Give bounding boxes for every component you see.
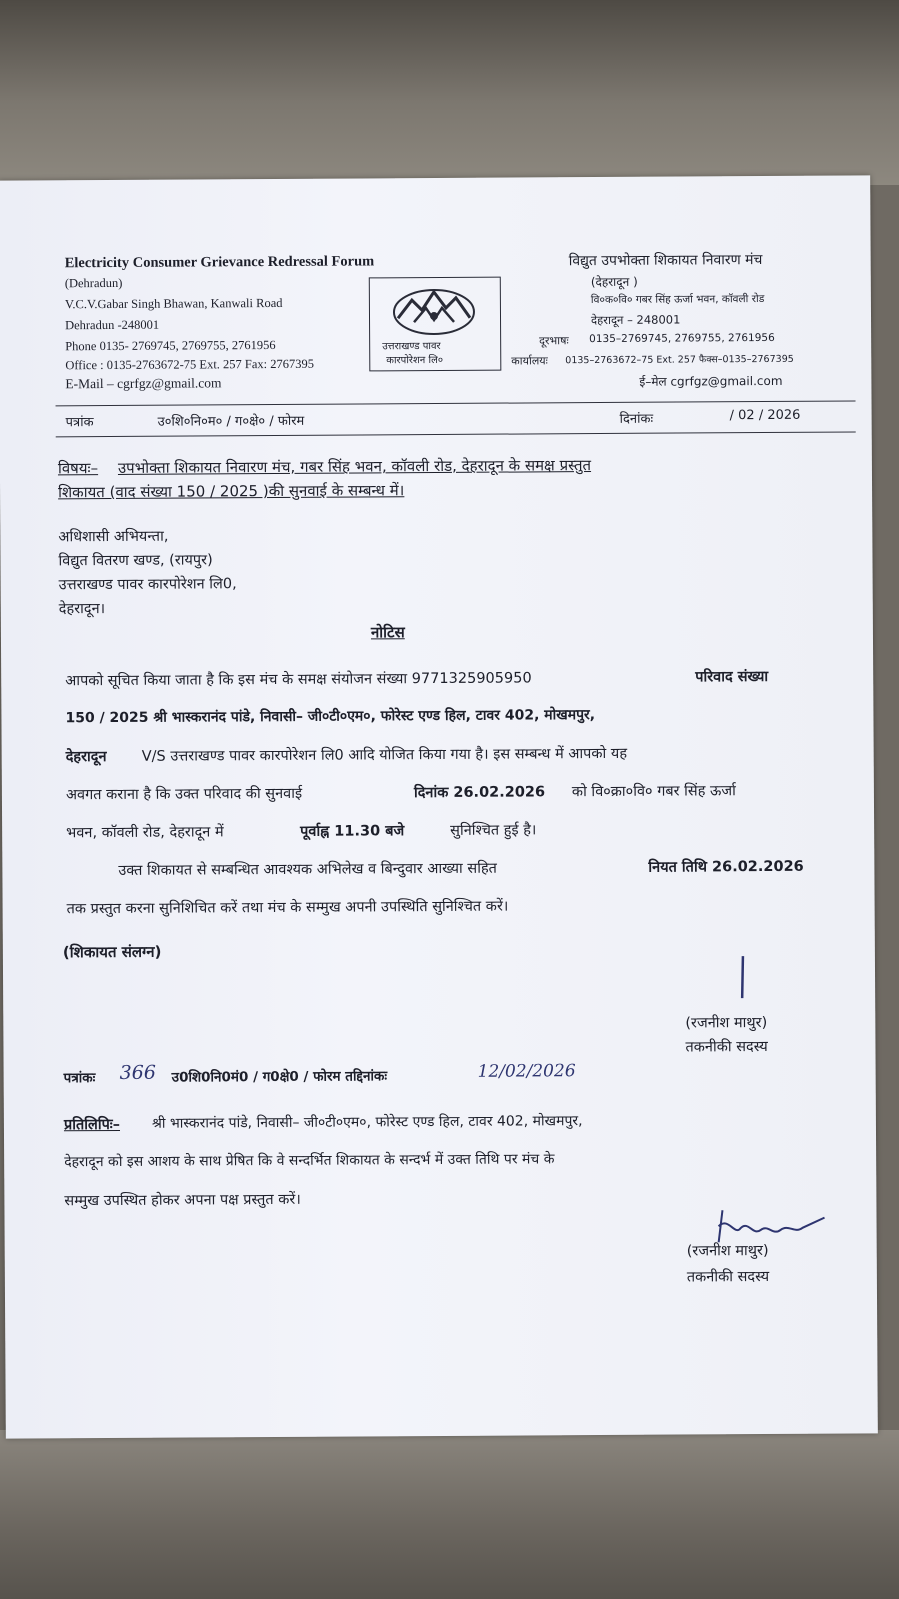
background-bottom: [0, 1430, 899, 1599]
para1-line5b: पूर्वाह्न 11.30 बजे: [300, 823, 405, 840]
org-phone-en: Phone 0135- 2769745, 2769755, 2761956: [65, 337, 276, 354]
logo-text-line1: उत्तराखण्ड पावर: [382, 340, 441, 353]
header-divider: [56, 400, 856, 406]
subject-line2: शिकायत (वाद संख्या 150 / 2025 )की सुनवाई के सम्बन्ध में।: [58, 481, 405, 502]
org-title-hi: विद्युत उपभोक्ता शिकायत निवारण मंच: [568, 252, 763, 270]
para2-line1a: उक्त शिकायत से सम्बन्धित आवश्यक अभिलेख व बिन्दुवार आख्या सहित: [118, 860, 497, 879]
para1-line3a: देहरादून: [65, 749, 107, 766]
notice-heading: नोटिस: [370, 623, 405, 642]
ref2-value: उ0शि0नि0मं0 / ग0क्षे0 / फोरम तद्दिनांकः: [171, 1068, 388, 1086]
org-pin-en: Dehradun -248001: [65, 317, 160, 333]
enclosure-note: (शिकायत संलग्न): [62, 942, 162, 962]
copy-line2: देहरादून को इस आशय के साथ प्रेषित कि वे सन्दर्भित शिकायत के सन्दर्भ में उक्त तिथि पर मंच के: [64, 1151, 555, 1171]
org-pin-hi: देहरादून – 248001: [590, 312, 681, 328]
para1-line5a: भवन, कॉवली रोड, देहरादून में: [66, 824, 224, 842]
signatory1-name: (रजनीश माथुर): [685, 1014, 768, 1032]
org-title-en: Electricity Consumer Grievance Redressal Forum: [64, 253, 375, 272]
org-email-hi: ई–मेल cgrfgz@gmail.com: [639, 373, 783, 389]
ref-label: पत्रांक: [65, 415, 94, 431]
ref-divider: [56, 431, 856, 437]
org-office-label-hi: कार्यालयः: [511, 354, 548, 368]
org-office-en: Office : 0135-2763672-75 Ext. 257 Fax: 2767395: [65, 356, 315, 373]
signatory2-name: (रजनीश माथुर): [686, 1242, 769, 1260]
subject-label: विषयः–: [57, 459, 99, 478]
org-office-hi: 0135–2763672–75 Ext. 257 फैक्स–0135–2767395: [565, 353, 794, 367]
copy-line1: श्री भास्करानंद पांडे, निवासी– जी०टी०एम०, फोरेस्ट एण्ड हिल, टावर 402, मोखमपुर,: [151, 1113, 583, 1132]
ref-date-label: दिनांकः: [619, 411, 654, 427]
subject-line1: उपभोक्ता शिकायत निवारण मंच, गबर सिंह भवन, कॉवली रोड, देहरादून के समक्ष प्रस्तुत: [117, 456, 592, 477]
signature-stroke-icon: [733, 954, 753, 1002]
ref-date-value: / 02 / 2026: [729, 407, 801, 424]
para1-line3b: V/S उत्तराखण्ड पावर कारपोरेशन लि0 आदि योजित किया गया है। इस सम्बन्ध में आपको यह: [141, 745, 628, 765]
addressee-line4: देहरादून।: [58, 601, 106, 618]
para1-line1a: आपको सूचित किया जाता है कि इस मंच के समक्ष संयोजन संख्या 9771325905950: [65, 670, 532, 690]
para1-line4a: अवगत कराना है कि उक्त परिवाद की सुनवाई: [65, 785, 303, 804]
ref2-number: 366: [119, 1061, 156, 1084]
copy-label: प्रतिलिपिः–: [63, 1116, 121, 1134]
para1-line4c: को वि०क्रा०वि० गबर सिंह ऊर्जा: [571, 783, 736, 801]
org-city-hi: (देहरादून ): [590, 274, 638, 290]
notice-document: [0, 175, 878, 1438]
para2-line2: तक प्रस्तुत करना सुनिशिचित करें तथा मंच के सम्मुख अपनी उपस्थिति सुनिश्चित करें।: [66, 898, 509, 918]
addressee-line1: अधिशासी अभियन्ता,: [58, 528, 169, 546]
org-phone-hi: 0135–2769745, 2769755, 2761956: [589, 331, 775, 346]
para1-line1b: परिवाद संख्या: [695, 668, 769, 686]
upcl-logo: [369, 277, 502, 372]
addressee-line2: विद्युत वितरण खण्ड, (रायपुर): [58, 552, 213, 570]
signatory1-designation: तकनीकी सदस्य: [685, 1038, 768, 1056]
logo-text-line2: कारपोरेशन लि०: [386, 354, 444, 367]
para1-line2: 150 / 2025 श्री भास्करानंद पांडे, निवासी– जी०टी०एम०, फोरेस्ट एण्ड हिल, टावर 402, मोखमपुर,: [65, 707, 596, 727]
org-city-en: (Dehradun): [64, 275, 123, 291]
org-address-en: V.C.V.Gabar Singh Bhawan, Kanwali Road: [64, 295, 283, 312]
ref-value: उ०शि०नि०म० / ग०क्षे० / फोरम: [157, 413, 305, 430]
org-phone-label-hi: दूरभाषः: [539, 334, 569, 348]
ref2-label: पत्रांकः: [63, 1070, 96, 1087]
copy-line3: सम्मुख उपस्थित होकर अपना पक्ष प्रस्तुत करें।: [64, 1191, 301, 1210]
signatory2-designation: तकनीकी सदस्य: [686, 1268, 770, 1286]
para2-line1b: नियत तिथि 26.02.2026: [648, 858, 804, 876]
org-email-en: E-Mail – cgrfgz@gmail.com: [65, 375, 222, 392]
ref2-date: 12/02/2026: [477, 1061, 576, 1082]
para1-line4b: दिनांक 26.02.2026: [413, 784, 546, 802]
org-address-hi: वि०क०वि० गबर सिंह ऊर्जा भवन, कॉवली रोड: [590, 292, 765, 307]
addressee-line3: उत्तराखण्ड पावर कारपोरेशन लि0,: [58, 576, 237, 594]
para1-line5c: सुनिश्चित हुई है।: [450, 822, 537, 839]
background-top: [0, 0, 899, 185]
